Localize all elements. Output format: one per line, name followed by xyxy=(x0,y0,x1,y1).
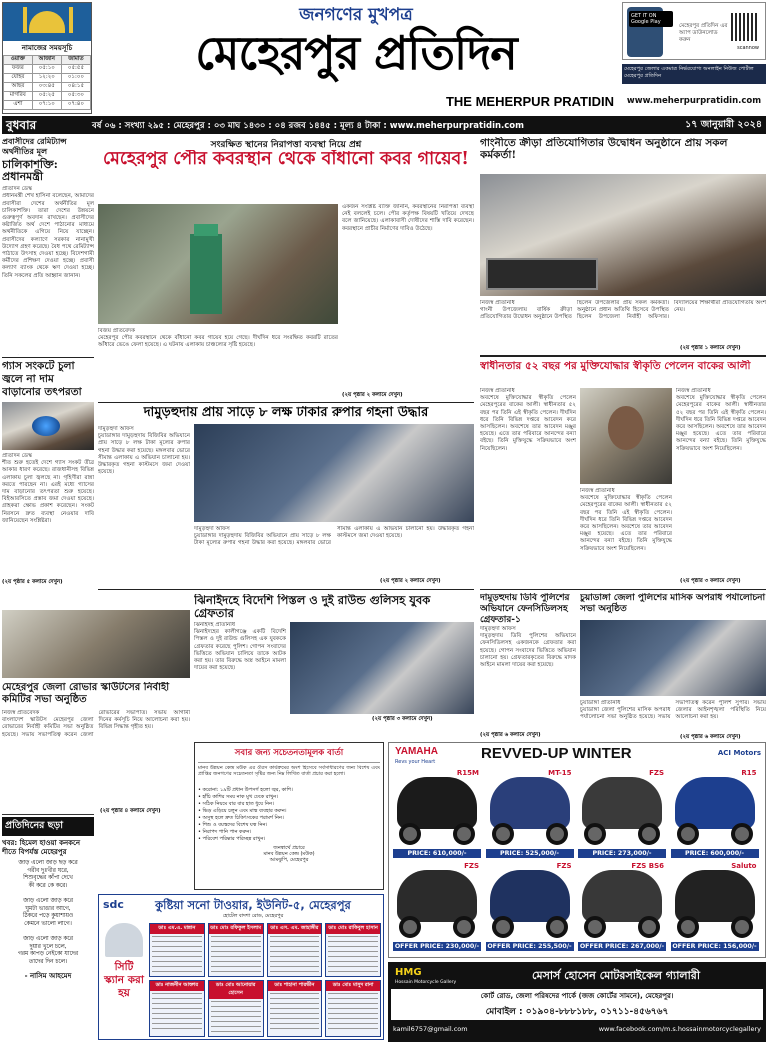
notice-item: • অসুস্থ হলে দ্রুত চিকিৎসকের পরামর্শ নিন। xyxy=(198,815,284,821)
doctor-card xyxy=(267,980,323,1037)
google-play-badge[interactable]: GET IT ON Google Play xyxy=(629,11,673,27)
doctor-name: ডাঃ এস. এম. জাহাঙ্গীর xyxy=(268,924,322,934)
dateline-bar xyxy=(2,116,766,134)
scanner-image xyxy=(105,923,143,957)
gold-body-2: দামুড়হুদা অফিস চুয়াডাঙ্গার দামুড়হুদায় বিজিবির অভিযানে প্রায় সাড়ে ৮ লক্ষ টাকা মূল্যের রুপার গহনা উদ্ধার করা হয়েছে। মঙ্গলবার ভোরে সীমান্ত এলাকায় এ অভিযান চালানো হয়। উদ্ধারকৃত গহনা কাস্টমসে জমা দেওয়া হয়েছে। xyxy=(194,526,474,547)
doctor-details xyxy=(270,936,320,974)
notice-item: • নিরাপদ পানি পান করুন। xyxy=(198,829,252,835)
story2-body: প্রতিদিন ডেস্ক শীত শুরু হতেই দেশে গ্যাস সংকট তীব্র আকার ধারণ করেছে। রাজধানীসহ বিভিন্ন এলাকায় চুলা জ্বলছে না। গৃহিণীরা রান্না করতে পারছেন না। এরই মধ্যে গ্যাসের দাম বাড়ানোর তৎপরতা শুরু হয়েছে। বিইআরসিতে প্রস্তাব জমা দেওয়া হয়েছে। গ্রাহকরা ক্ষোভ প্রকাশ করেছেন। সংকট নিরসনে দ্রুত ব্যবস্থা নেওয়ার দাবি জানিয়েছেন সংশ্লিষ্টরা। xyxy=(2,453,94,524)
bike-image xyxy=(582,777,662,829)
gold-seizure-photo xyxy=(194,424,474,522)
mosque-logo xyxy=(3,3,91,41)
lead-body-right: একজন সংশ্লিষ্ট ব্যক্তি জানান, কবরস্থানের নিরাপত্তা ব্যবস্থা নেই বললেই চলে। পৌর কর্তৃপক্ষ বিষয়টি খতিয়ে দেখছে বলে জানিয়েছে। এলাকাবাসী দোষীদের শাস্তি দাবি করেছেন। কবরস্থানে প্রাচীর নির্মাণের দাবিও উঠেছে। xyxy=(342,204,474,232)
ct-scan-badge: সিটি স্ক্যান করা হয় xyxy=(103,961,145,1037)
masthead-center xyxy=(96,2,616,114)
baker-ali-photo xyxy=(580,388,672,484)
prayer-cell: ০৩:৪৫ xyxy=(32,83,61,92)
story2-headline: গ্যাস সংকটে চুলা জ্বলে না দাম বাড়ানোর তৎপরতা xyxy=(2,360,82,398)
doctor-details xyxy=(328,936,378,974)
bike-model: FZS xyxy=(464,862,479,870)
bike-price: OFFER PRICE: 230,000/- xyxy=(394,943,480,950)
cd-headline: চুয়াডাঙ্গা জেলা পুলিশের মাসিক অপরাধ পর্যালোচনা সভা অনুষ্ঠিত xyxy=(580,593,766,614)
doctor-name: ডাঃ মোঃ রফিকুল ইসলাম xyxy=(209,924,263,934)
notice-item: • শিশু ও বয়স্কদের বিশেষ যত্ন নিন। xyxy=(198,822,268,828)
dh-body: দামুড়হুদা অফিস দামুড়হুদায় ডিবি পুলিশের অভিযানে ফেনসিডিলসহ একজনকে গ্রেফতার করা হয়েছে। গোপন সংবাদের ভিত্তিতে অভিযান চালানো হয়। গ্রেফতারকৃতের বিরুদ্ধে মাদক আইনে মামলা দায়ের করা হয়েছে। xyxy=(480,626,576,669)
prayer-cell: এশা xyxy=(4,101,33,110)
doctor-details xyxy=(152,936,202,974)
prayer-cell: ০৭:৪০ xyxy=(61,101,90,110)
gallery-address: কোর্ট রোড, জেলা পরিষদের পার্কে (জজ কোর্টের সামনে), মেহেরপুর। xyxy=(391,989,763,1003)
bike-price: PRICE: 273,000/- xyxy=(578,849,666,858)
sports-photo xyxy=(480,174,766,296)
freedom-fighter-continue: (২য় পৃষ্ঠার ৩ কলামে দেখুন) xyxy=(680,578,741,584)
weekday: বুধবার xyxy=(6,118,37,132)
prayer-title: নামাজের সময়সূচি xyxy=(3,41,91,55)
gallery-title: মেসার্স হোসেন মোটরসাইকেল গ্যালারী xyxy=(532,969,700,982)
story1-headline: চালিকাশক্তি: প্রধানমন্ত্রী xyxy=(2,158,58,184)
app-promo[interactable] xyxy=(622,2,766,60)
story2-continue: (২য় পৃষ্ঠার ৫ কলামে দেখুন) xyxy=(2,579,63,585)
bike-price: PRICE: 610,000/- xyxy=(393,849,481,858)
notice-item: • করোনা: ১৯টি প্রধান উপসর্গ হলো জ্বর, কাশি। xyxy=(198,787,293,793)
newspaper-title: মেহেরপুর প্রতিদিন xyxy=(195,26,517,80)
bike-image xyxy=(490,870,570,922)
bike-image xyxy=(397,777,477,829)
issue-info: বর্ষ ০৬ : সংখ্যা ২৯৫ : মেহেরপুর : ০৩ মাঘ ১৪৩০ : ০৪ রজব ১৪৪৫ : মূল্য ৪ টাকা : www.meherpurpratidin.com xyxy=(92,121,524,131)
bike-model: MT-15 xyxy=(548,769,572,777)
prayer-cell: মাগরিব xyxy=(4,92,33,101)
prayer-cell: ০৫:৩০ xyxy=(61,92,90,101)
doctor-details xyxy=(152,993,202,1031)
bike-price: OFFER PRICE: 255,500/- xyxy=(487,943,572,950)
notice-title: সবার জন্য সচেতনতামূলক বার্তা xyxy=(198,746,380,763)
awareness-notice xyxy=(194,742,384,890)
prayer-row xyxy=(4,101,91,110)
doctor-details xyxy=(211,1001,261,1037)
qr-code[interactable] xyxy=(731,13,759,41)
rover-headline: মেহেরপুর জেলা রোভার স্কাউটসের নির্বাহী কমিটির সভা অনুষ্ঠিত xyxy=(2,682,170,705)
gold-continue: (২য় পৃষ্ঠার ২ কলামে দেখুন) xyxy=(380,578,441,584)
cd-body: চুয়াডাঙ্গা প্রতিনিধি চুয়াডাঙ্গা জেলা পুলিশের মাসিক অপরাধ পর্যালোচনা সভা অনুষ্ঠিত হয়েছে। সভায় সভাপতিত্ব করেন পুলিশ সুপার। সভায় জেলার আইনশৃঙ্খলা পরিস্থিতি নিয়ে আলোচনা করা হয়। xyxy=(580,700,766,721)
prayer-row xyxy=(4,65,91,74)
tower-title: কুষ্টিয়া সনো টাওয়ার, ইউনিট-৫, মেহেরপুর xyxy=(155,898,351,912)
sports-body: নিজস্ব প্রতিনিধি গাংনী উপজেলায় বার্ষিক ক্রীড়া প্রতিযোগিতার উদ্বোধন অনুষ্ঠানে উপস্থিত ছিলেন উপজেলার প্রায় সকল কর্মকর্তা। অনুষ্ঠানে প্রধান অতিথি হিসেবে উপস্থিত ছিলেন উপজেলা নির্বাহী অফিসার। বিদ্যালয়ের শিক্ষার্থীরা প্রতিযোগিতায় অংশ নেয়। xyxy=(480,300,766,321)
jhenaidah-body: ঝিনাইদহ প্রতিনিধি ঝিনাইদহের কালীগঞ্জে একটি বিদেশি পিস্তল ও দুই রাউন্ড গুলিসহ এক যুবককে গ্রেফতার করেছে পুলিশ। গোপন সংবাদের ভিত্তিতে অভিযান চালিয়ে তাকে আটক করা হয়। তার বিরুদ্ধে অস্ত্র আইনে মামলা দায়ের করা হয়েছে। xyxy=(194,622,286,672)
bike-price: OFFER PRICE: 267,000/- xyxy=(579,943,665,950)
motorcycle-gallery-ad[interactable] xyxy=(388,962,766,1042)
prayer-cell: আছর xyxy=(4,83,33,92)
doctor-name: ডাঃ শাহানা পারভীন xyxy=(268,981,322,991)
prayer-cell: ০৫:২৫ xyxy=(32,92,61,101)
freedom-fighter-body-3: নিজস্ব প্রতিনিধি অবশেষে মুক্তিযোদ্ধার স্বীকৃতি পেলেন মেহেরপুরের বাকের আলী। স্বাধীনতার ৫২ বছর পর তিনি এই স্বীকৃতি পেলেন। দীর্ঘদিন ধরে তিনি বিভিন্ন দপ্তরে আবেদন করে আসছিলেন। অবশেষে তার আবেদন মঞ্জুর হয়েছে। এতে তার পরিবারে আনন্দের বন্যা বইছে। তিনি মুক্তিযুদ্ধে সক্রিয়ভাবে অংশ নিয়েছিলেন। xyxy=(580,488,672,552)
bike-grid xyxy=(393,769,763,955)
rover-meeting-photo xyxy=(2,610,190,678)
freedom-fighter-body-2: নিজস্ব প্রতিনিধি অবশেষে মুক্তিযোদ্ধার স্বীকৃতি পেলেন মেহেরপুরের বাকের আলী। স্বাধীনতার ৫২ বছর পর তিনি এই স্বীকৃতি পেলেন। দীর্ঘদিন ধরে তিনি বিভিন্ন দপ্তরে আবেদন করে আসছিলেন। অবশেষে তার আবেদন মঞ্জুর হয়েছে। এতে তার পরিবারে আনন্দের বন্যা বইছে। তিনি মুক্তিযুদ্ধে সক্রিয়ভাবে অংশ নিয়েছিলেন। xyxy=(676,388,766,452)
bike-price: PRICE: 525,000/- xyxy=(486,849,574,858)
lead-continue: (২য় পৃষ্ঠার ২ কলামে দেখুন) xyxy=(342,392,403,398)
bike-price: OFFER PRICE: 156,000/- xyxy=(672,943,757,950)
bike-price: PRICE: 600,000/- xyxy=(671,849,759,858)
police-meeting-photo xyxy=(580,620,766,696)
dh-headline: দামুড়হুদায় ডিবি পুলিশের অভিযানে ফেনসিডিলসহ গ্রেফতার-১ xyxy=(480,593,570,625)
sdc-logo: sdc xyxy=(103,898,124,911)
prayer-row xyxy=(4,83,91,92)
doctor-card xyxy=(325,980,381,1037)
doctor-card xyxy=(149,980,205,1037)
bike-card[interactable] xyxy=(671,769,759,858)
notice-item: • পরিবেশ পরিষ্কার পরিচ্ছন্ন রাখুন। xyxy=(198,836,266,842)
prayer-cell: ১২:২০ xyxy=(32,74,61,83)
sports-continue: (২য় পৃষ্ঠার ১ কলামে দেখুন) xyxy=(680,345,741,351)
chhora-head: খবর: হিমেল হাওয়া কনকনে শীতে বিপর্যস্ত মেহেরপুর xyxy=(2,839,81,856)
cd-continue: (২য় পৃষ্ঠার ৬ কলামে দেখুন) xyxy=(680,734,741,740)
bike-card[interactable] xyxy=(578,862,666,951)
notice-sign: জনস্বার্থে প্রচারে মানব উন্নয়ন কেন্দ্র (মউক) আমঝুপি, মেহেরপুর xyxy=(263,845,315,863)
aci-logo: ACI Motors xyxy=(717,749,761,757)
notice-item: • হাঁচি কাশির সময় নাক মুখ ঢেকে রাখুন। xyxy=(198,794,279,800)
freedom-fighter-headline: স্বাধীনতার ৫২ বছর পর মুক্তিযোদ্ধার স্বীকৃতি পেলেন বাকের আলী xyxy=(480,360,751,372)
prayer-cell: যোহর xyxy=(4,74,33,83)
doctor-grid xyxy=(149,923,381,1037)
header-website[interactable]: www.meherpurpratidin.com xyxy=(626,96,762,106)
prayer-cell: ০৫:৫৫ xyxy=(61,65,90,74)
doctor-card xyxy=(208,923,264,977)
story1-body: প্রতিদিন ডেস্ক প্রধানমন্ত্রী শেখ হাসিনা বলেছেন, আমাদের প্রবাসীরা দেশের অর্থনীতির মূল চালিকাশক্তি। তারা দেশের উন্নয়নে গুরুত্বপূর্ণ অবদান রাখছেন। প্রবাসীদের কষ্টার্জিত অর্থ দেশে পাঠানোর মাধ্যমে অর্থনীতিকে এগিয়ে নিয়ে যাচ্ছেন। প্রবাসীদের কল্যাণে সরকার নানামুখী উদ্যোগ গ্রহণ করেছে। বৈধ পথে রেমিট্যান্স পাঠাতে উৎসাহ দেওয়া হচ্ছে। বিদেশগামী কর্মীদের প্রশিক্ষণ দেওয়া হচ্ছে। প্রবাসী কল্যাণ ব্যাংক থেকে ঋণ দেওয়া হচ্ছে। তিনি সকলের প্রতি আহ্বান জানান। xyxy=(2,186,94,279)
left-story-2 xyxy=(2,360,94,605)
bike-card[interactable] xyxy=(486,769,574,858)
bike-model: FZS xyxy=(556,862,572,870)
prayer-table xyxy=(3,55,91,110)
bike-card[interactable] xyxy=(578,769,666,858)
bike-card[interactable] xyxy=(486,862,574,951)
doctor-card xyxy=(149,923,205,977)
lead-body-left: বিজয় প্রতিবেদক মেহেরপুর পৌর কবরস্থানে থেকে বাঁধানো কবর গায়েব হয়ে গেছে। দীর্ঘদিন ধরে সংরক্ষিত কবরটি রাতের আঁধারে ভেঙে ফেলা হয়েছে। এ ঘটনায় এলাকায় চাঞ্চল্যের সৃষ্টি হয়েছে। xyxy=(98,328,338,349)
yamaha-slogan: Revs your Heart xyxy=(395,759,436,765)
bike-model: Saluto xyxy=(731,862,757,870)
jhenaidah-headline: ঝিনাইদহে বিদেশি পিস্তল ও দুই রাউন্ড গুলিসহ যুবক গ্রেফতার xyxy=(194,594,431,620)
issue-date: ১৭ জানুয়ারী ২০২৪ xyxy=(685,119,762,130)
prayer-row xyxy=(4,74,91,83)
prayer-times-box xyxy=(2,2,92,114)
chhora-title: প্রতিদিনের ছড়া xyxy=(2,817,94,836)
doctor-details xyxy=(211,936,261,974)
yamaha-ad[interactable] xyxy=(388,742,766,958)
notice-list xyxy=(198,787,380,843)
prayer-row xyxy=(4,92,91,101)
prayer-col-header: আজান xyxy=(32,56,61,65)
rover-continue: (২য় পৃষ্ঠার ৪ কলামে দেখুন) xyxy=(100,808,161,814)
ad-headline: REVVED-UP WINTER xyxy=(481,745,632,762)
story1-kicker: প্রবাসীদের রেমিট্যান্স অর্থনীতির মূল xyxy=(2,137,67,156)
bike-card[interactable] xyxy=(393,862,481,951)
doctor-name: ডাঃ এম.এ. মান্নান xyxy=(150,924,204,934)
side-blurb: মেহেরপুর জেলার একমাত্র নির্ভরযোগ্য অনলাইন নিউজ পোর্টাল মেহেরপুর প্রতিদিন xyxy=(622,64,766,84)
bike-card[interactable] xyxy=(393,769,481,858)
dh-continue: (২য় পৃষ্ঠার ৬ কলামে দেখুন) xyxy=(480,732,541,738)
gold-headline: দামুড়হুদায় প্রায় সাড়ে ৮ লক্ষ টাকার রুপার গহনা উদ্ধার xyxy=(143,406,429,420)
doctor-name: ডাঃ নাজনীন আক্তার xyxy=(150,981,204,991)
hmg-logo: HMG xyxy=(395,967,422,978)
prayer-cell: ০৭:১০ xyxy=(32,101,61,110)
tower-address: হোটেল বাদশা রোড, মেহেরপুর xyxy=(222,913,284,919)
gallery-facebook[interactable]: www.facebook.com/m.s.hossainmotorcyclegallery xyxy=(598,1025,761,1033)
bike-model: R15 xyxy=(741,769,757,777)
notice-item: • সঠিক নিয়মে বার বার হাত ধুয়ে নিন। xyxy=(198,801,274,807)
gallery-phones[interactable]: মোবাইল : ০১৯০৪-৮৮৮১৮৮, ০১৭১১-৪৫৬৭৬৭ xyxy=(391,1003,763,1020)
app-text: মেহেরপুর প্রতিদিন এর অ্যাপ ডাউনলোড করুন xyxy=(679,23,728,43)
graveyard-photo xyxy=(98,204,338,324)
tagline: জনগণের মুখপত্র xyxy=(299,5,413,25)
bike-image xyxy=(490,777,570,829)
left-story-1 xyxy=(2,137,94,355)
doctor-card xyxy=(267,923,323,977)
prayer-cell: ০৫:১০ xyxy=(32,65,61,74)
lead-kicker: সংরক্ষিত স্থানের নিরাপত্তা ব্যবস্থা নিয়ে প্রশ্ন xyxy=(210,140,362,150)
hmg-logo-sub: Hossain Motorcycle Gallery xyxy=(395,980,457,985)
prayer-cell: ০১:০০ xyxy=(61,74,90,83)
scan-label: scannow xyxy=(737,45,759,51)
bike-model: R15M xyxy=(456,769,479,777)
prayer-cell: ০৪:১৫ xyxy=(61,83,90,92)
notice-intro: মানব উন্নয়ন কেন্দ্র মউক এর ঔরস কার্যক্রমের অংশ হিসেবে সর্বসাধারণের জন্য বিশেষ এবং প্রাপ্তির জনগণের সচেতনতা সৃষ্টির জন্য নিম্ন লিখিত বার্তা প্রচার করা হলো। xyxy=(198,765,380,778)
doctor-name: ডাঃ মোঃ রাকিবুল হাসান xyxy=(326,924,380,934)
bike-image xyxy=(675,870,755,922)
prayer-cell: ফজর xyxy=(4,65,33,74)
bike-model: FZS xyxy=(649,769,664,777)
bike-model: FZS BS6 xyxy=(631,862,664,870)
bike-card[interactable] xyxy=(671,862,759,951)
prayer-col-header: ওয়াক্ত xyxy=(4,56,33,65)
doctor-card xyxy=(325,923,381,977)
jhenaidah-continue: (২য় পৃষ্ঠার ৩ কলামে দেখুন) xyxy=(372,716,433,722)
chhora-section xyxy=(2,814,94,1042)
gold-body: দামুড়হুদা অফিস চুয়াডাঙ্গার দামুড়হুদায় বিজিবির অভিযানে প্রায় সাড়ে ৮ লক্ষ টাকা মূল্যের রুপার গহনা উদ্ধার করা হয়েছে। মঙ্গলবার ভোরে সীমান্ত এলাকায় এ অভিযান চালানো হয়। উদ্ধারকৃত গহনা কাস্টমসে জমা দেওয়া হয়েছে। xyxy=(98,426,190,476)
arrest-photo xyxy=(290,622,474,714)
gallery-email[interactable]: kamil6757@gmail.com xyxy=(393,1025,468,1033)
doctor-details xyxy=(328,993,378,1031)
freedom-fighter-body: নিজস্ব প্রতিনিধি অবশেষে মুক্তিযোদ্ধার স্বীকৃতি পেলেন মেহেরপুরের বাকের আলী। স্বাধীনতার ৫২ বছর পর তিনি এই স্বীকৃতি পেলেন। দীর্ঘদিন ধরে তিনি বিভিন্ন দপ্তরে আবেদন করে আসছিলেন। অবশেষে তার আবেদন মঞ্জুর হয়েছে। এতে তার পরিবারে আনন্দের বন্যা বইছে। তিনি মুক্তিযুদ্ধে সক্রিয়ভাবে অংশ নিয়েছিলেন। xyxy=(480,388,576,452)
bike-image xyxy=(397,870,477,922)
notice-item: • ভিড় এড়িয়ে চলুন এবং মাস্ক ব্যবহার করুন। xyxy=(198,808,287,814)
sono-tower-ad[interactable] xyxy=(98,894,384,1040)
lead-headline: মেহেরপুর পৌর কবরস্থান থেকে বাঁধানো কবর গায়েব! xyxy=(103,150,469,169)
bike-image xyxy=(675,777,755,829)
chhora-body: জাড় এলো জাড় ছড় করে গরীব দুঃখীর ঘরে, শিশুবৃদ্ধের কাঁপা দেখে কী করে কে করে। জাড় এলো জাড় করে ঘুমটা ভাঙার আগে, ঠিকরে পড়ে কুয়াশায়ও কেমনে ভালো লাগে। জাড় এলো জাড় করে দুয়ার খুলে চলে, গরম কাপড় নেইকো যাদের তাদের দিন চলে। xyxy=(17,860,79,965)
doctor-name: ডাঃ মোঃ মাসুদ রানা xyxy=(326,981,380,991)
prayer-col-header: জামাত xyxy=(61,56,90,65)
chhora-author: - নাসিম আহমেদ xyxy=(24,972,72,981)
doctor-card xyxy=(208,980,264,1037)
yamaha-logo: YAMAHA xyxy=(395,746,438,757)
bike-image xyxy=(582,870,662,922)
doctor-name: ডাঃ মোঃ আনোয়ার হোসেন xyxy=(209,981,263,999)
gas-stove-photo xyxy=(2,402,94,450)
doctor-details xyxy=(270,993,320,1031)
english-title: THE MEHERPUR PRATIDIN xyxy=(445,94,614,109)
rover-body: নিজস্ব প্রতিবেদক বাংলাদেশ স্কাউটস মেহেরপুর জেলা রোভারের নির্বাহী কমিটির সভা অনুষ্ঠিত হয়েছে। সভায় সভাপতিত্ব করেন জেলা রোভারের সভাপতি। সভায় আগামী দিনের কর্মসূচি নিয়ে আলোচনা করা হয়। বিভিন্ন সিদ্ধান্ত গৃহীত হয়। xyxy=(2,710,190,738)
sports-headline: গাংনীতে ক্রীড়া প্রতিযোগিতার উদ্বোধন অনুষ্ঠানে প্রায় সকল কর্মকর্তা! xyxy=(480,137,728,161)
